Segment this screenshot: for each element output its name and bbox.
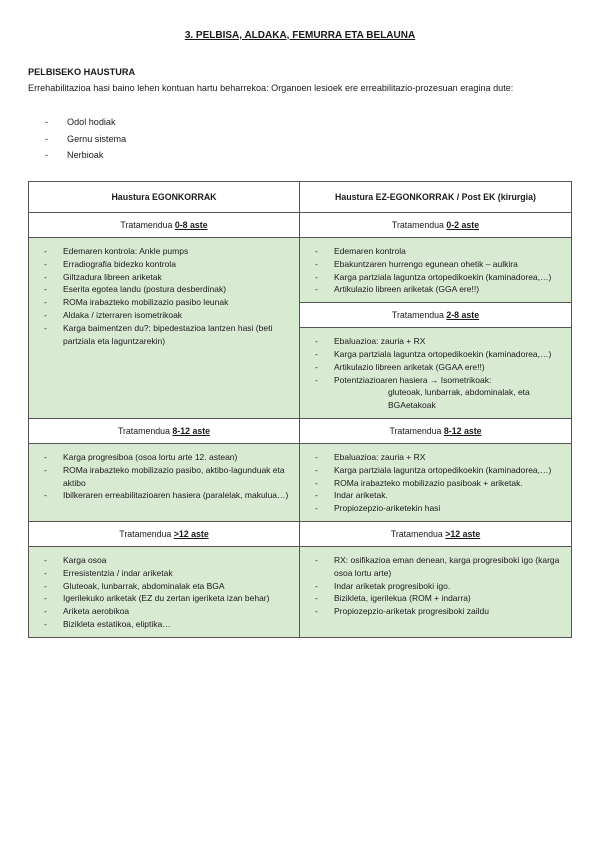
stable-phase-1-body — [29, 238, 300, 419]
item-list — [29, 547, 299, 637]
phase-prefix: Tratamendua — [117, 425, 173, 436]
list-item: - Karga partziala laguntza ortopedikoekin (kaminadorea,…) — [315, 348, 563, 361]
stable-phase-2-body — [29, 443, 300, 521]
list-item-subtext: gluteoak, lunbarrak, abdominalak, eta BGAetakoak — [388, 387, 530, 411]
list-item: - Eserita egotea landu (postura desberdinak) — [44, 283, 291, 296]
list-item — [315, 374, 563, 412]
list-item: - ROMa irabazteko mobilizazio pasibo, aktibo-lagunduak eta aktibo — [44, 464, 291, 490]
phase-range: >12 aste — [445, 528, 481, 539]
phase-range: 0-8 aste — [174, 220, 208, 230]
list-item: - Indar ariketak. — [315, 489, 563, 502]
phase-prefix: Tratamendua — [120, 220, 175, 230]
list-item: - Propiozepzio-ariketekin hasi — [315, 502, 563, 515]
list-item: - Gluteoak, lunbarrak, abdominalak eta BGA — [44, 580, 291, 593]
organ-item: - Nerbioak — [45, 147, 126, 164]
list-item: - Erresistentzia / indar ariketak — [44, 567, 291, 580]
list-item: - Karga osoa — [44, 554, 291, 567]
list-item: - Ebaluazioa: zauria + RX — [315, 451, 563, 464]
list-item-text: Potentziazioaren hasiera → Isometrikoak: — [334, 374, 492, 385]
list-item: - Edemaren kontrola: Ankle pumps — [44, 245, 291, 258]
list-item: - Bizikleta estatikoa, eliptika… — [44, 618, 291, 631]
item-list — [300, 238, 571, 302]
phase-range: 2-8 aste — [446, 310, 480, 321]
list-item: - Bizikleta, igerilekua (ROM + indarra) — [315, 592, 563, 605]
intro-paragraph: Errehabilitazioa hasi baino lehen kontuan hartu beharrekoa: Organoen lesioek ere erreabilitazio-prozesuan eragina dute: — [28, 83, 514, 93]
list-item: - Ebaluazioa: zauria + RX — [315, 335, 563, 348]
phase-header-stable-8-12 — [29, 418, 300, 443]
col-header-unstable: Haustura EZ-EGONKORRAK / Post EK (kirurgia) — [300, 182, 572, 213]
phase-header-unstable-8-12 — [300, 418, 572, 443]
phase-prefix: Tratamendua — [390, 528, 446, 539]
unstable-phase-1-body — [300, 238, 572, 303]
list-item: - Giltzadura libreen ariketak — [44, 271, 291, 284]
list-item: - Propiozepzio-ariketak progresiboki zaildu — [315, 605, 563, 618]
list-item: - Artikulazio libreen ariketak (GGAA ere!!) — [315, 361, 563, 374]
phase-prefix: Tratamendua — [391, 220, 447, 230]
organ-item: - Gernu sistema — [45, 131, 126, 148]
list-item: - Igerilekuko ariketak (EZ du zertan igeriketa izan behar) — [44, 592, 291, 605]
list-item: - ROMa irabazteko mobilizazio pasibo leunak — [44, 296, 291, 309]
phase-range: 0-2 aste — [446, 220, 480, 230]
list-item: - RX: osifikazioa eman denean, karga progresiboki igo (karga osoa lortu arte) — [315, 554, 563, 580]
phase-header-unstable-0-2 — [300, 213, 572, 238]
list-item: - Karga partziala laguntza ortopedikoekin (kaminadorea,…) — [315, 271, 563, 284]
list-item: - Karga partziala laguntza ortopedikoekin (kaminadorea,…) — [315, 464, 563, 477]
phase-range: 8-12 aste — [443, 425, 482, 436]
item-list — [300, 547, 571, 624]
list-item: - Indar ariketak progresiboki igo. — [315, 580, 563, 593]
document-title: 3. PELBISA, ALDAKA, FEMURRA ETA BELAUNA — [184, 30, 416, 41]
list-item: - Erradiografia bidezko kontrola — [44, 258, 291, 271]
phase-header-unstable-2-8 — [300, 303, 572, 328]
list-item: - Artikulazio libreen ariketak (GGA ere!!) — [315, 283, 563, 296]
stable-phase-3-body — [29, 546, 300, 637]
unstable-phase-2-body — [300, 328, 572, 419]
phase-header-unstable-12-plus — [300, 521, 572, 546]
item-list — [300, 444, 571, 521]
organ-item: - Odol hodiak — [45, 114, 126, 131]
phase-header-stable-12-plus — [29, 521, 300, 546]
rehab-table — [28, 181, 572, 638]
list-item: - Karga progresiboa (osoa lortu arte 12. astean) — [44, 451, 291, 464]
item-list — [29, 444, 299, 508]
phase-range: >12 aste — [173, 528, 209, 539]
list-item: - Karga baimentzen du?: bipedestazioa lantzen hasi (beti partziala eta laguntzarekin) — [44, 322, 291, 348]
list-item: - Ebakuntzaren hurrengo egunean ohetik – aulkira — [315, 258, 563, 271]
phase-prefix: Tratamendua — [391, 310, 447, 321]
list-item: - Ibilkeraren erreabilitazioaren hasiera (paralelak, makulua…) — [44, 489, 291, 502]
list-item: - ROMa irabazteko mobilizazio pasiboak + ariketak. — [315, 477, 563, 490]
phase-range: 8-12 aste — [172, 425, 211, 436]
item-list — [29, 238, 299, 353]
phase-prefix: Tratamendua — [389, 425, 444, 436]
section-heading: PELBISEKO HAUSTURA — [28, 67, 136, 77]
unstable-phase-3-body — [300, 443, 572, 521]
list-item: - Aldaka / izterraren isometrikoak — [44, 309, 291, 322]
list-item: - Edemaren kontrola — [315, 245, 563, 258]
organ-list — [45, 114, 126, 164]
list-item: - Ariketa aerobikoa — [44, 605, 291, 618]
col-header-stable: Haustura EGONKORRAK — [29, 182, 300, 213]
item-list — [300, 328, 571, 418]
phase-header-stable-0-8 — [29, 213, 300, 238]
unstable-phase-4-body — [300, 546, 572, 637]
phase-prefix: Tratamendua — [119, 528, 174, 539]
